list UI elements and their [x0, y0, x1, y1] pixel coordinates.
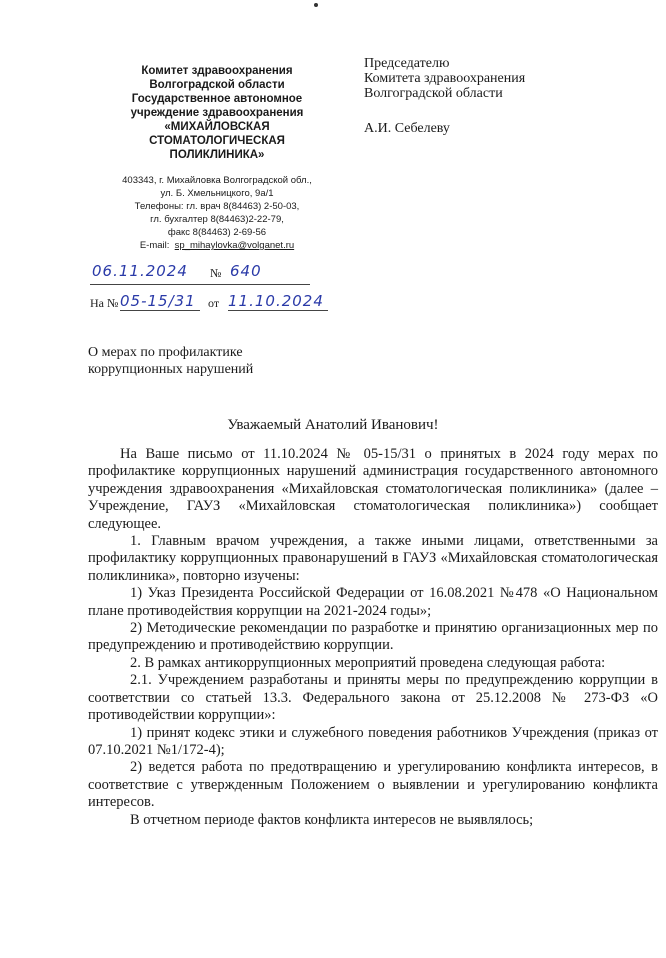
phone-line: гл. бухгалтер 8(84463)2-22-79, [150, 214, 284, 225]
reference-from-label: от [208, 296, 220, 310]
addressee-name: А.И. Себелеву [364, 121, 450, 136]
body-paragraph: 1) Указ Президента Российской Федерации от 16.08.2021 №478 «О Национальном плане противодействия коррупции на 2021-2024 годы»; [88, 585, 658, 619]
subject-line: О мерах по профилактике [88, 345, 243, 360]
addressee-line: Председателю [364, 56, 450, 71]
letterhead [72, 64, 362, 252]
body-paragraph: На Ваше письмо от 11.10.2024 № 05-15/31 о принятых в 2024 году мерах по профилактике коррупционных нарушений администрация государственного автономного учреждения здравоохранения «Михайловская стоматологическая поликлиника» (далее – Учреждение, ГАУЗ «Михайловская стоматологическая поликлиника») сообщает следующее. [88, 446, 658, 532]
body-paragraph: 2) ведется работа по предотвращению и урегулированию конфликта интересов, в соответствие с утвержденным Положением о выявлении и урегулированию конфликта интересов. [88, 759, 658, 811]
reference-number: 05-15/31 [120, 292, 200, 311]
org-line: учреждение здравоохранения [130, 107, 304, 119]
phone-line: Телефоны: гл. врач 8(84463) 2-50-03, [134, 201, 300, 212]
addressee-line: Волгоградской области [364, 86, 503, 101]
body-paragraph: 2. В рамках антикоррупционных мероприятий проведена следующая работа: [130, 654, 606, 671]
number-sign: № [210, 266, 222, 280]
outgoing-number: 640 [230, 262, 262, 280]
addressee-line: Комитета здравоохранения [364, 71, 526, 86]
body-paragraph: 2.1. Учреждением разработаны и приняты меры по предупреждению коррупции в соответствии со статьей 13.3. Федерального закона от 25.12.2008 № 273-ФЗ «О противодействии коррупции»: [88, 672, 658, 724]
address-line: ул. Б. Хмельницкого, 9а/1 [160, 188, 274, 199]
greeting: Уважаемый Анатолий Иванович! [227, 417, 439, 433]
subject-line: коррупционных нарушений [88, 362, 254, 377]
org-line: СТОМАТОЛОГИЧЕСКАЯ [149, 135, 285, 147]
reference-prefix: На № [90, 296, 119, 310]
outgoing-date: 06.11.2024 [92, 262, 188, 280]
body-paragraph: 1) принят кодекс этики и служебного поведения работников Учреждения (приказ от 07.10.2021 №1/172-4); [88, 724, 658, 758]
body-paragraph: 2) Методические рекомендации по разработке и принятию организационных мер по предупреждению и противодействию коррупции. [88, 620, 658, 654]
org-line: «МИХАЙЛОВСКАЯ [164, 121, 270, 133]
email-line [72, 239, 362, 252]
org-line: Государственное автономное [131, 93, 303, 105]
body-paragraph: В отчетном периоде фактов конфликта интересов не выявлялось; [130, 811, 534, 828]
email-link[interactable]: sp_mihaylovka@volganet.ru [174, 240, 295, 251]
email-label: E-mail: [139, 240, 170, 251]
org-line: ПОЛИКЛИНИКА» [169, 149, 265, 161]
address-line: 403343, г. Михайловка Волгоградской обл., [122, 175, 312, 186]
outgoing-registration [90, 262, 310, 285]
reference-date: 11.10.2024 [228, 292, 328, 311]
letter-body [88, 446, 658, 829]
body-paragraph: 1. Главным врачом учреждения, а также иными лицами, ответственными за профилактику коррупционных правонарушений в ГАУЗ «Михайловская стоматологическая поликлиника», повторно изучены: [88, 533, 658, 584]
scan-mark [314, 3, 318, 7]
reference-registration [90, 292, 330, 314]
letterhead-contacts [72, 174, 362, 252]
org-line: Комитет здравоохранения [141, 65, 293, 77]
fax-line: факс 8(84463) 2-69-56 [167, 227, 267, 238]
letter-subject [88, 344, 253, 378]
addressee-block [364, 56, 525, 136]
org-line: Волгоградской области [149, 79, 285, 91]
